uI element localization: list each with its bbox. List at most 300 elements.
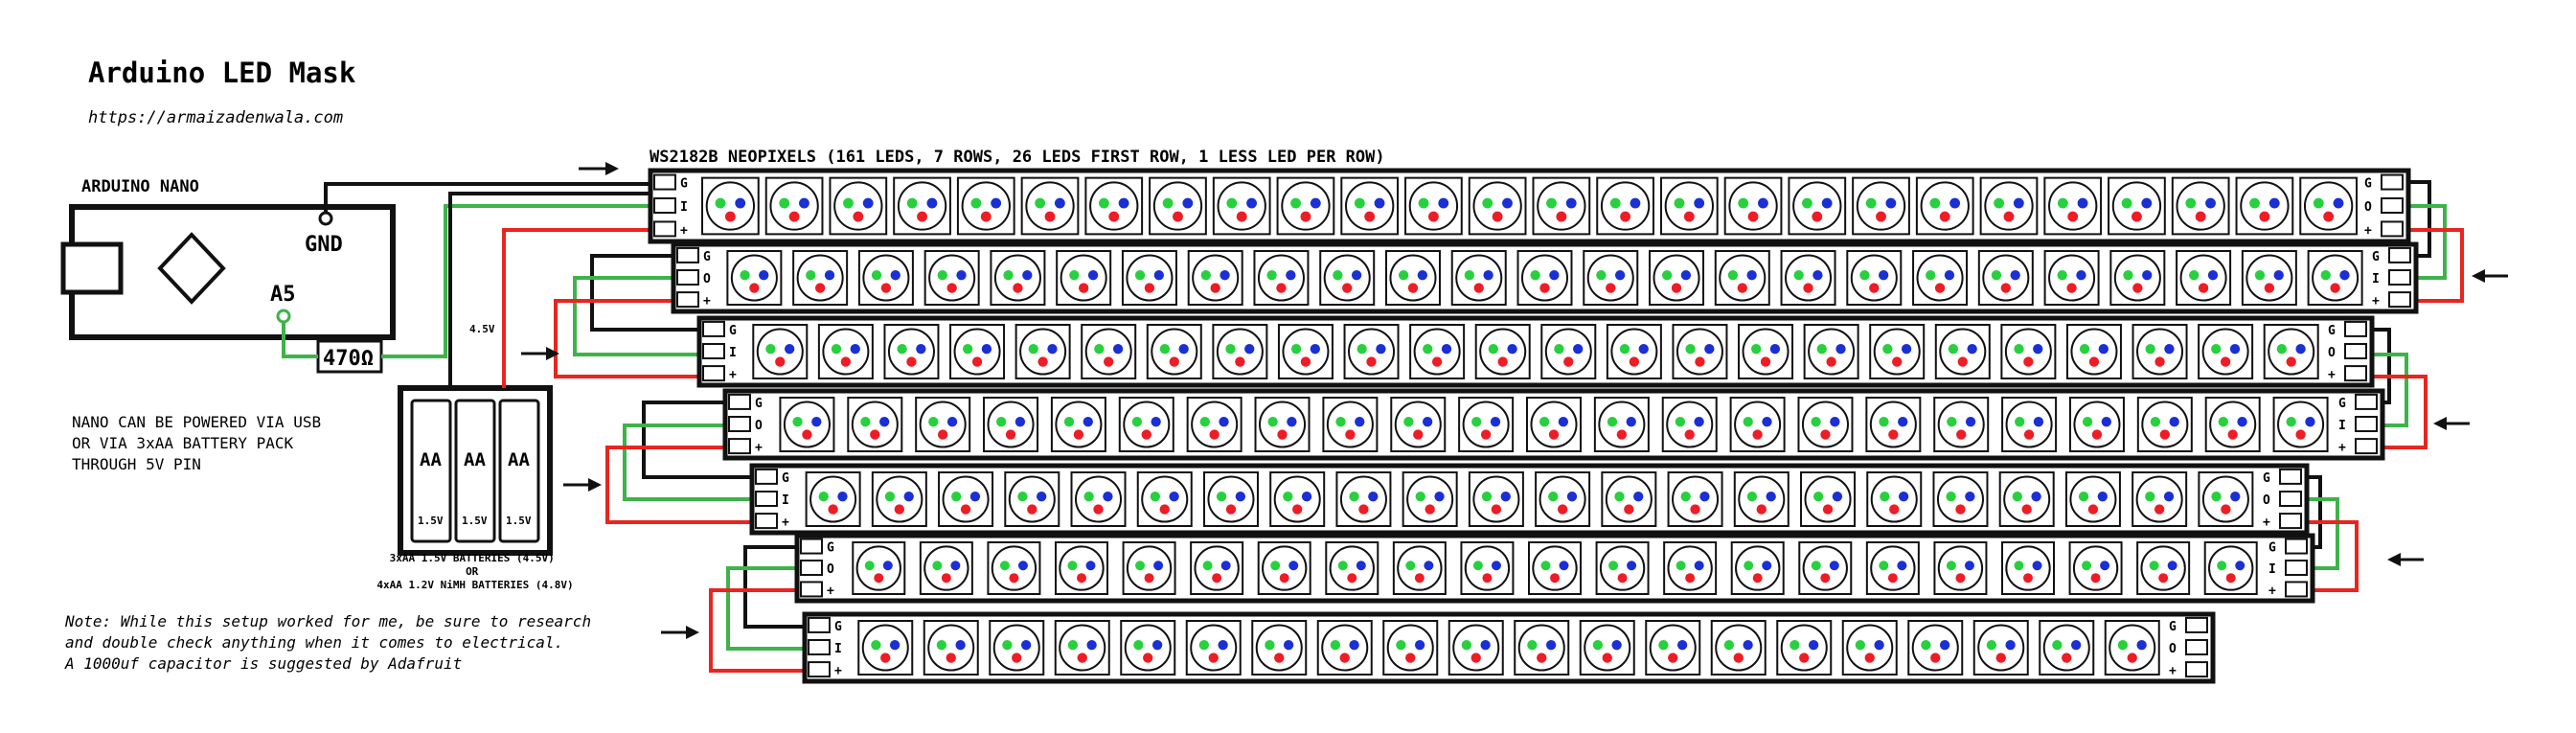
blue-diode-icon bbox=[1967, 344, 1976, 354]
pin-label-+: + bbox=[703, 294, 711, 309]
led-cell bbox=[1529, 542, 1581, 594]
led-cell bbox=[2000, 472, 2054, 526]
led-cell bbox=[1732, 542, 1784, 594]
red-diode-icon bbox=[2066, 283, 2076, 292]
led-cell bbox=[1735, 472, 1789, 526]
green-diode-icon bbox=[2145, 344, 2154, 354]
red-diode-icon bbox=[1556, 212, 1566, 222]
green-diode-icon bbox=[2080, 344, 2089, 354]
blue-diode-icon bbox=[759, 270, 768, 280]
led-cell bbox=[1252, 621, 1306, 675]
led-cell bbox=[2132, 472, 2186, 526]
led-lens bbox=[1086, 329, 1131, 374]
blue-diode-icon bbox=[1566, 198, 1577, 209]
blue-diode-icon bbox=[1418, 270, 1427, 280]
led-cell bbox=[1801, 472, 1855, 526]
red-diode-icon bbox=[1012, 653, 1021, 662]
red-diode-icon bbox=[2001, 283, 2011, 292]
green-diode-icon bbox=[1064, 417, 1074, 426]
led-lens bbox=[1407, 476, 1452, 521]
red-diode-icon bbox=[1415, 573, 1425, 583]
red-diode-icon bbox=[1345, 429, 1355, 439]
led-cell bbox=[924, 621, 978, 675]
pin-pad bbox=[2382, 198, 2403, 213]
red-diode-icon bbox=[1078, 653, 1087, 662]
led-cell bbox=[1318, 621, 1372, 675]
green-diode-icon bbox=[1728, 270, 1738, 280]
led-lens bbox=[963, 182, 1010, 229]
blue-diode-icon bbox=[2033, 344, 2042, 354]
green-diode-icon bbox=[1992, 270, 2001, 280]
led-lens bbox=[1060, 546, 1103, 589]
led-cell bbox=[1052, 398, 1106, 451]
pin-pad bbox=[2345, 366, 2366, 380]
green-diode-icon bbox=[1338, 561, 1348, 570]
blue-diode-icon bbox=[1945, 270, 1954, 280]
blue-diode-icon bbox=[2076, 270, 2086, 280]
led-cell bbox=[1515, 621, 1568, 675]
led-cell bbox=[1121, 621, 1174, 675]
led-cell bbox=[1148, 325, 1201, 378]
green-diode-icon bbox=[1423, 344, 1432, 354]
green-diode-icon bbox=[1291, 344, 1301, 354]
pin-label-+: + bbox=[755, 441, 763, 456]
green-diode-icon bbox=[1747, 492, 1757, 501]
led-cell bbox=[1870, 325, 1924, 378]
led-cell bbox=[1908, 621, 1962, 675]
red-diode-icon bbox=[1685, 573, 1695, 583]
pin-label-G: G bbox=[2328, 323, 2336, 338]
red-diode-icon bbox=[1277, 429, 1287, 439]
blue-diode-icon bbox=[1021, 640, 1031, 650]
green-diode-icon bbox=[1135, 270, 1145, 280]
led-lens bbox=[1858, 182, 1904, 229]
red-diode-icon bbox=[2158, 573, 2168, 583]
red-diode-icon bbox=[2265, 283, 2274, 292]
led-strip-row-7 bbox=[805, 614, 2213, 681]
led-cell bbox=[830, 178, 886, 235]
green-diode-icon bbox=[1530, 270, 1539, 280]
pin-pad bbox=[2382, 175, 2403, 190]
red-diode-icon bbox=[1738, 283, 1747, 292]
green-diode-icon bbox=[1676, 561, 1686, 570]
blue-diode-icon bbox=[1037, 492, 1046, 501]
led-cell bbox=[1934, 542, 1986, 594]
green-diode-icon bbox=[1003, 270, 1013, 280]
led-cell bbox=[1470, 178, 1526, 235]
blue-diode-icon bbox=[2295, 344, 2305, 354]
green-diode-icon bbox=[1035, 198, 1045, 209]
blue-diode-icon bbox=[1119, 198, 1129, 209]
led-lens bbox=[2109, 625, 2154, 670]
blue-diode-icon bbox=[1949, 198, 1960, 209]
red-diode-icon bbox=[1340, 653, 1350, 662]
led-lens bbox=[1786, 255, 1831, 300]
green-diode-icon bbox=[1405, 561, 1415, 570]
red-diode-icon bbox=[1930, 653, 1940, 662]
blue-diode-icon bbox=[2164, 344, 2174, 354]
red-diode-icon bbox=[1752, 429, 1762, 439]
pin-pad bbox=[809, 618, 830, 632]
red-diode-icon bbox=[2221, 504, 2230, 514]
led-lens bbox=[1325, 255, 1370, 300]
red-diode-icon bbox=[1620, 212, 1630, 222]
led-cell bbox=[1259, 542, 1311, 594]
led-cell bbox=[1005, 472, 1059, 526]
green-diode-icon bbox=[963, 344, 972, 354]
red-diode-icon bbox=[2092, 429, 2102, 439]
led-lens bbox=[1124, 401, 1169, 447]
green-diode-icon bbox=[1947, 417, 1956, 426]
red-diode-icon bbox=[961, 504, 970, 514]
led-cell bbox=[939, 472, 992, 526]
a5-pin-label: A5 bbox=[270, 283, 296, 307]
led-lens bbox=[1588, 255, 1633, 300]
red-diode-icon bbox=[1408, 283, 1418, 292]
pin-pad bbox=[2286, 582, 2307, 596]
blue-diode-icon bbox=[1611, 640, 1621, 650]
led-lens bbox=[928, 625, 973, 670]
blue-diode-icon bbox=[1415, 640, 1425, 650]
pin-pad bbox=[729, 439, 750, 453]
green-diode-icon bbox=[1817, 344, 1827, 354]
pin-label-I: I bbox=[2338, 419, 2346, 433]
green-diode-icon bbox=[2211, 492, 2221, 501]
pin-pad bbox=[801, 561, 822, 575]
led-cell bbox=[2206, 398, 2260, 451]
green-diode-icon bbox=[1879, 417, 1888, 426]
led-lens bbox=[2210, 401, 2255, 447]
red-diode-icon bbox=[1358, 504, 1368, 514]
green-diode-icon bbox=[1662, 270, 1672, 280]
pin-pad bbox=[2356, 395, 2377, 409]
green-diode-icon bbox=[740, 270, 749, 280]
led-lens bbox=[1546, 329, 1591, 374]
led-cell bbox=[1661, 178, 1718, 235]
led-cell bbox=[1607, 325, 1661, 378]
blue-diode-icon bbox=[1492, 561, 1501, 570]
led-lens bbox=[921, 401, 966, 447]
led-cell bbox=[1124, 542, 1175, 594]
blue-diode-icon bbox=[1288, 561, 1298, 570]
led-lens bbox=[2074, 401, 2119, 447]
blue-diode-icon bbox=[2034, 417, 2043, 426]
led-lens bbox=[857, 546, 900, 589]
pin-pad bbox=[677, 248, 698, 263]
blue-diode-icon bbox=[883, 561, 893, 570]
green-diode-icon bbox=[2118, 640, 2128, 650]
red-diode-icon bbox=[1280, 573, 1289, 583]
led-cell bbox=[2274, 398, 2328, 451]
pin-pad bbox=[703, 322, 724, 336]
led-lens bbox=[2044, 625, 2089, 670]
red-diode-icon bbox=[895, 504, 904, 514]
red-diode-icon bbox=[1537, 653, 1546, 662]
pin-label-G: G bbox=[755, 396, 763, 411]
blue-diode-icon bbox=[1695, 561, 1704, 570]
green-diode-icon bbox=[1132, 417, 1142, 426]
green-diode-icon bbox=[1069, 270, 1079, 280]
green-diode-icon bbox=[1802, 198, 1812, 209]
led-lens bbox=[1456, 255, 1501, 300]
pin-pad bbox=[703, 366, 724, 380]
led-cell bbox=[925, 251, 979, 305]
green-diode-icon bbox=[2079, 492, 2088, 501]
led-lens bbox=[2305, 182, 2352, 229]
pin-pad bbox=[703, 344, 724, 358]
led-cell bbox=[1323, 398, 1377, 451]
led-strip-row-4 bbox=[725, 391, 2382, 458]
led-lens bbox=[1739, 476, 1784, 521]
blue-diode-icon bbox=[1311, 344, 1320, 354]
red-diode-icon bbox=[1145, 283, 1154, 292]
led-cell bbox=[1866, 398, 1920, 451]
led-strip-row-2 bbox=[673, 244, 2416, 311]
green-diode-icon bbox=[2052, 640, 2062, 650]
led-lens bbox=[1026, 182, 1073, 229]
led-lens bbox=[1127, 255, 1172, 300]
red-diode-icon bbox=[1684, 212, 1695, 222]
pin-pad bbox=[654, 198, 675, 213]
green-diode-icon bbox=[1539, 417, 1549, 426]
arrow-left-icon bbox=[2472, 269, 2508, 283]
led-lens bbox=[1328, 401, 1373, 447]
led-cell bbox=[1936, 325, 1990, 378]
led-cell bbox=[2137, 542, 2189, 594]
red-diode-icon bbox=[1013, 283, 1022, 292]
blue-diode-icon bbox=[1809, 640, 1818, 650]
blue-diode-icon bbox=[825, 270, 834, 280]
led-cell bbox=[2002, 398, 2056, 451]
led-cell bbox=[1470, 472, 1523, 526]
blue-diode-icon bbox=[2205, 198, 2216, 209]
green-diode-icon bbox=[1283, 492, 1292, 501]
green-diode-icon bbox=[1866, 198, 1877, 209]
led-cell bbox=[2300, 178, 2357, 235]
red-diode-icon bbox=[946, 283, 956, 292]
led-cell bbox=[1204, 472, 1258, 526]
pin-label-G: G bbox=[680, 176, 688, 192]
green-diode-icon bbox=[1160, 344, 1170, 354]
led-cell bbox=[950, 325, 1004, 378]
green-diode-icon bbox=[1217, 492, 1226, 501]
red-diode-icon bbox=[1761, 356, 1770, 366]
led-lens bbox=[1480, 329, 1525, 374]
green-diode-icon bbox=[2082, 561, 2091, 570]
red-diode-icon bbox=[1160, 504, 1170, 514]
green-diode-icon bbox=[1921, 640, 1930, 650]
arrow-right-icon bbox=[661, 626, 699, 639]
led-cell bbox=[2002, 542, 2054, 594]
power-note-line-1: NANO CAN BE POWERED VIA USB bbox=[72, 413, 322, 431]
led-lens bbox=[899, 182, 946, 229]
led-cell bbox=[2001, 325, 2055, 378]
led-lens bbox=[929, 255, 974, 300]
blue-diode-icon bbox=[1015, 417, 1025, 426]
blue-diode-icon bbox=[926, 198, 937, 209]
pin-label-G: G bbox=[827, 540, 834, 556]
green-diode-icon bbox=[1226, 198, 1237, 209]
led-lens bbox=[1322, 625, 1367, 670]
red-diode-icon bbox=[1753, 573, 1763, 583]
blue-diode-icon bbox=[2235, 561, 2245, 570]
red-diode-icon bbox=[1347, 573, 1356, 583]
led-cell bbox=[1731, 398, 1785, 451]
blue-diode-icon bbox=[2141, 198, 2152, 209]
pin-label-O: O bbox=[827, 562, 834, 577]
red-diode-icon bbox=[1672, 283, 1681, 292]
red-diode-icon bbox=[1618, 573, 1628, 583]
footnote-line-1: Note: While this setup worked for me, be sure to research bbox=[65, 612, 592, 630]
led-cell bbox=[2138, 398, 2192, 451]
led-lens bbox=[995, 255, 1040, 300]
led-cell bbox=[1782, 251, 1835, 305]
led-cell bbox=[1452, 251, 1506, 305]
led-lens bbox=[944, 476, 989, 521]
blue-diode-icon bbox=[2208, 270, 2218, 280]
blue-diode-icon bbox=[2339, 270, 2349, 280]
blue-diode-icon bbox=[2099, 344, 2109, 354]
green-diode-icon bbox=[1676, 417, 1685, 426]
green-diode-icon bbox=[2015, 417, 2024, 426]
blue-diode-icon bbox=[837, 492, 847, 501]
led-lens bbox=[1735, 401, 1780, 447]
red-diode-icon bbox=[1482, 573, 1492, 583]
red-diode-icon bbox=[1935, 283, 1945, 292]
led-strip-row-5 bbox=[752, 466, 2307, 533]
led-cell bbox=[1664, 542, 1716, 594]
blue-diode-icon bbox=[947, 417, 957, 426]
blue-diode-icon bbox=[1221, 561, 1231, 570]
green-diode-icon bbox=[1266, 270, 1276, 280]
led-lens bbox=[1349, 329, 1394, 374]
red-diode-icon bbox=[2221, 356, 2230, 366]
pin-label-+: + bbox=[834, 664, 842, 679]
led-lens bbox=[1939, 401, 1984, 447]
green-diode-icon bbox=[2321, 270, 2331, 280]
led-lens bbox=[2007, 401, 2052, 447]
blue-diode-icon bbox=[2136, 640, 2146, 650]
blue-diode-icon bbox=[1627, 561, 1636, 570]
pin-label-+: + bbox=[2364, 223, 2372, 239]
blue-diode-icon bbox=[950, 561, 960, 570]
green-diode-icon bbox=[1349, 492, 1358, 501]
red-diode-icon bbox=[1820, 429, 1830, 439]
led-cell bbox=[990, 621, 1043, 675]
pin-pad bbox=[2382, 221, 2403, 236]
red-diode-icon bbox=[749, 283, 759, 292]
led-lens bbox=[1208, 476, 1253, 521]
green-diode-icon bbox=[872, 270, 881, 280]
green-diode-icon bbox=[1331, 640, 1340, 650]
led-lens bbox=[877, 476, 922, 521]
led-cell bbox=[2177, 251, 2230, 305]
led-cell bbox=[988, 542, 1039, 594]
blue-diode-icon bbox=[1762, 561, 1771, 570]
green-diode-icon bbox=[1151, 492, 1160, 501]
pin-pad bbox=[654, 221, 675, 236]
gnd-pin-icon bbox=[320, 213, 331, 224]
pin-label-I: I bbox=[729, 346, 737, 360]
battery-pack bbox=[400, 388, 550, 553]
led-cell bbox=[1326, 542, 1378, 594]
red-diode-icon bbox=[1955, 573, 1965, 583]
led-cell bbox=[1805, 325, 1858, 378]
led-lens bbox=[2278, 401, 2323, 447]
led-cell bbox=[1536, 472, 1589, 526]
red-diode-icon bbox=[1826, 356, 1835, 366]
green-diode-icon bbox=[1813, 492, 1823, 501]
green-diode-icon bbox=[860, 417, 870, 426]
led-lens bbox=[863, 625, 908, 670]
green-diode-icon bbox=[1608, 561, 1618, 570]
green-diode-icon bbox=[1419, 198, 1429, 209]
blue-diode-icon bbox=[970, 492, 980, 501]
blue-diode-icon bbox=[1630, 198, 1641, 209]
red-diode-icon bbox=[1428, 212, 1439, 222]
red-diode-icon bbox=[1940, 212, 1950, 222]
red-diode-icon bbox=[938, 429, 947, 439]
source-url: https://armaizadenwala.com bbox=[88, 108, 344, 127]
led-lens bbox=[1922, 182, 1969, 229]
green-diode-icon bbox=[2249, 198, 2260, 209]
led-lens bbox=[1913, 625, 1958, 670]
led-cell bbox=[1057, 251, 1110, 305]
led-lens bbox=[1782, 625, 1827, 670]
red-diode-icon bbox=[1413, 429, 1423, 439]
pin-pad bbox=[2280, 470, 2301, 484]
led-lens bbox=[1259, 255, 1304, 300]
green-diode-icon bbox=[1482, 492, 1492, 501]
green-diode-icon bbox=[1163, 198, 1174, 209]
green-diode-icon bbox=[1094, 344, 1104, 354]
red-diode-icon bbox=[815, 283, 825, 292]
led-lens bbox=[2181, 255, 2226, 300]
blue-diode-icon bbox=[879, 417, 889, 426]
blue-diode-icon bbox=[1897, 561, 1906, 570]
led-cell bbox=[2044, 178, 2101, 235]
green-diode-icon bbox=[2058, 198, 2068, 209]
led-cell bbox=[766, 178, 823, 235]
pin-label-G: G bbox=[729, 323, 737, 338]
green-diode-icon bbox=[1462, 640, 1471, 650]
led-cell bbox=[1534, 178, 1590, 235]
green-diode-icon bbox=[1067, 561, 1077, 570]
blue-diode-icon bbox=[982, 344, 992, 354]
red-diode-icon bbox=[1079, 283, 1088, 292]
red-diode-icon bbox=[1734, 653, 1744, 662]
led-cell bbox=[1120, 398, 1174, 451]
pin-pad bbox=[2280, 514, 2301, 528]
blue-diode-icon bbox=[2230, 344, 2240, 354]
blue-diode-icon bbox=[1560, 561, 1569, 570]
arduino-label: ARDUINO NANO bbox=[81, 177, 199, 196]
pin-label-G: G bbox=[703, 249, 711, 264]
led-lens bbox=[1341, 476, 1386, 521]
led-cell bbox=[2040, 621, 2093, 675]
red-diode-icon bbox=[1685, 429, 1695, 439]
led-cell bbox=[859, 251, 913, 305]
led-cell bbox=[2110, 251, 2164, 305]
green-diode-icon bbox=[1812, 561, 1821, 570]
green-diode-icon bbox=[1482, 198, 1493, 209]
led-lens bbox=[1729, 182, 1776, 229]
led-cell bbox=[1712, 621, 1766, 675]
blue-diode-icon bbox=[1349, 640, 1358, 650]
green-diode-icon bbox=[1017, 492, 1027, 501]
blue-diode-icon bbox=[891, 270, 900, 280]
green-diode-icon bbox=[1465, 270, 1474, 280]
